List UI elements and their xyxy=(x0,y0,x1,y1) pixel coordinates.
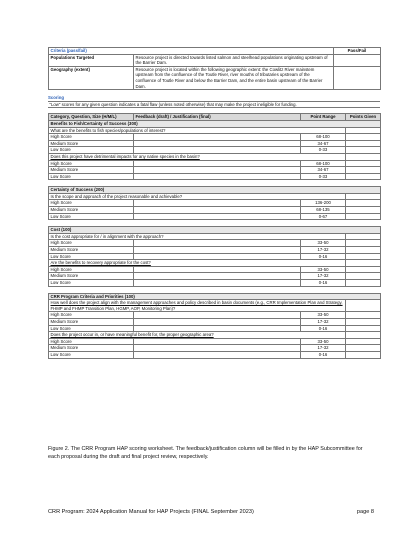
point-range: 17-32 xyxy=(301,345,346,352)
score-level: High Score xyxy=(49,200,134,207)
point-range: 33-50 xyxy=(301,338,346,345)
criteria-row xyxy=(49,66,381,89)
points-given-cell xyxy=(346,140,381,147)
pass-fail-header: Pass/Fail xyxy=(334,48,381,55)
feedback-cell xyxy=(134,325,301,332)
point-range: 0-67 xyxy=(301,213,346,220)
page-number: page 8 xyxy=(356,509,374,515)
score-level: Medium Score xyxy=(49,207,134,214)
criteria-header: Criteria (pass/fail) xyxy=(49,48,334,55)
pass-fail-cell xyxy=(334,66,381,89)
score-row xyxy=(49,167,381,174)
criteria-label: Geography (extent) xyxy=(49,66,134,89)
section-title: Cost (100) xyxy=(49,227,381,234)
point-range: 34-67 xyxy=(301,167,346,174)
feedback-cell xyxy=(134,200,301,207)
score-row xyxy=(49,173,381,180)
feedback-cell xyxy=(134,351,301,358)
figure-caption: Figure 2. The CRR Program HAP scoring worksheet. The feedback/justification column will be filled in by the HAP Subcommittee for each proposal during the draft and final project review, respectively. xyxy=(48,446,363,460)
points-given-cell xyxy=(346,351,381,358)
question-text: Are the benefits to recovery appropriate for the cost? xyxy=(49,260,346,267)
point-range: 0-16 xyxy=(301,253,346,260)
feedback-cell xyxy=(134,345,301,352)
criteria-text: Resource project is directed towards listed salmon and steelhead populations originating upstream of the Barrier Dam. xyxy=(134,54,334,66)
point-range: 0-33 xyxy=(301,147,346,154)
points-given-cell xyxy=(346,240,381,247)
scoring-worksheet-table xyxy=(48,113,381,358)
feedback-cell xyxy=(134,160,301,167)
points-given-cell xyxy=(346,273,381,280)
point-range: 0-16 xyxy=(301,280,346,287)
score-row xyxy=(49,160,381,167)
points-given-cell xyxy=(346,233,381,240)
score-row xyxy=(49,312,381,319)
feedback-cell xyxy=(134,253,301,260)
feedback-cell xyxy=(134,338,301,345)
score-row xyxy=(49,134,381,141)
score-level: High Score xyxy=(49,160,134,167)
points-given-cell xyxy=(346,253,381,260)
points-given-cell xyxy=(346,280,381,287)
points-given-cell xyxy=(346,160,381,167)
point-range: 68-100 xyxy=(301,160,346,167)
score-level: Low Score xyxy=(49,253,134,260)
score-row xyxy=(49,147,381,154)
feedback-cell xyxy=(134,213,301,220)
points-given-cell xyxy=(346,200,381,207)
score-row xyxy=(49,345,381,352)
point-range: 0-16 xyxy=(301,325,346,332)
column-header: Points Given xyxy=(346,114,381,121)
points-given-cell xyxy=(346,332,381,339)
criteria-text: Resource project is located within the following geographic extent: the Cowlitz River mainstem upstream from the confluence of the Toutle River, river mouths of tributaries upstream of the confluence of Toutle River and below the Barrier Dam, and the entire basin upstream of the Barrier Dam. xyxy=(134,66,334,89)
feedback-cell xyxy=(134,312,301,319)
question-text: What are the benefits to fish species/populations of interest? xyxy=(49,127,346,134)
points-given-cell xyxy=(346,147,381,154)
column-header: Point Range xyxy=(301,114,346,121)
section-spacer xyxy=(49,286,381,293)
score-level: Low Score xyxy=(49,173,134,180)
score-row xyxy=(49,213,381,220)
score-level: Low Score xyxy=(49,213,134,220)
section-title: Certainty of Success (200) xyxy=(49,187,381,194)
point-range: 0-16 xyxy=(301,351,346,358)
section-title: CRR Program Criteria and Priorities (100) xyxy=(49,293,381,300)
score-level: Low Score xyxy=(49,325,134,332)
points-given-cell xyxy=(346,338,381,345)
feedback-cell xyxy=(134,240,301,247)
feedback-cell xyxy=(134,167,301,174)
criteria-row xyxy=(49,54,381,66)
feedback-cell xyxy=(134,147,301,154)
score-level: Medium Score xyxy=(49,140,134,147)
point-range: 0-33 xyxy=(301,173,346,180)
feedback-cell xyxy=(134,273,301,280)
score-row xyxy=(49,318,381,325)
points-given-cell xyxy=(346,325,381,332)
score-row xyxy=(49,200,381,207)
section-title-row xyxy=(49,227,381,234)
feedback-cell xyxy=(134,318,301,325)
feedback-cell xyxy=(134,173,301,180)
question-text: Is the cost appropriate for / in alignment with the approach? xyxy=(49,233,346,240)
feedback-cell xyxy=(134,247,301,254)
score-row xyxy=(49,240,381,247)
points-given-cell xyxy=(346,207,381,214)
score-row xyxy=(49,247,381,254)
score-level: Low Score xyxy=(49,351,134,358)
points-given-cell xyxy=(346,127,381,134)
score-row xyxy=(49,266,381,273)
points-given-cell xyxy=(346,213,381,220)
section-spacer xyxy=(49,220,381,227)
points-given-cell xyxy=(346,134,381,141)
points-given-cell xyxy=(346,312,381,319)
question-text: Is the scope and approach of the project reasonable and achievable? xyxy=(49,193,346,200)
score-level: Medium Score xyxy=(49,273,134,280)
points-given-cell xyxy=(346,173,381,180)
pass-fail-cell xyxy=(334,54,381,66)
score-level: Medium Score xyxy=(49,247,134,254)
question-row xyxy=(49,332,381,339)
score-level: High Score xyxy=(49,266,134,273)
point-range: 34-67 xyxy=(301,140,346,147)
question-row xyxy=(49,300,381,312)
point-range: 17-32 xyxy=(301,318,346,325)
point-range: 33-50 xyxy=(301,240,346,247)
question-row xyxy=(49,127,381,134)
question-row xyxy=(49,260,381,267)
score-level: Low Score xyxy=(49,147,134,154)
points-given-cell xyxy=(346,153,381,160)
question-text: How well does the project align with the management approaches and policy described in basin documents (e.g., CRR Implementation Plan and Strategy, FHMP and FHMP Transition Plan, HGMP, AOP, Monitoring Plan)? xyxy=(49,300,346,312)
score-row xyxy=(49,280,381,287)
score-level: Medium Score xyxy=(49,318,134,325)
feedback-cell xyxy=(134,207,301,214)
points-given-cell xyxy=(346,300,381,312)
question-row xyxy=(49,193,381,200)
scoring-text: "Low" scores for any given question indicates a fatal flaw (unless noted otherwise) that may make the project ineligible for funding. xyxy=(48,101,380,109)
points-given-cell xyxy=(346,345,381,352)
points-given-cell xyxy=(346,193,381,200)
score-level: Medium Score xyxy=(49,167,134,174)
criteria-table xyxy=(48,47,381,90)
score-row xyxy=(49,253,381,260)
point-range: 68-135 xyxy=(301,207,346,214)
feedback-cell xyxy=(134,140,301,147)
question-text: Does the project occur in, or have meaningful benefit for, the proper geographic area? xyxy=(49,332,346,339)
score-level: High Score xyxy=(49,312,134,319)
point-range: 33-50 xyxy=(301,266,346,273)
feedback-cell xyxy=(134,266,301,273)
section-spacer xyxy=(49,180,381,187)
section-title-row xyxy=(49,120,381,127)
points-given-cell xyxy=(346,260,381,267)
question-row xyxy=(49,153,381,160)
section-title-row xyxy=(49,293,381,300)
point-range: 17-32 xyxy=(301,247,346,254)
point-range: 136-200 xyxy=(301,200,346,207)
point-range: 17-32 xyxy=(301,273,346,280)
section-title: Benefits to Fish/Certainty of Success (300) xyxy=(49,120,381,127)
question-text: Does this project have detrimental impacts for any native species in the basin? xyxy=(49,153,346,160)
points-given-cell xyxy=(346,167,381,174)
point-range: 33-50 xyxy=(301,312,346,319)
points-given-cell xyxy=(346,266,381,273)
section-title-row xyxy=(49,187,381,194)
criteria-label: Populations Targeted xyxy=(49,54,134,66)
score-row xyxy=(49,338,381,345)
score-row xyxy=(49,273,381,280)
points-given-cell xyxy=(346,247,381,254)
points-given-cell xyxy=(346,318,381,325)
score-row xyxy=(49,351,381,358)
question-row xyxy=(49,233,381,240)
document-page xyxy=(48,47,380,359)
table-header-row xyxy=(49,114,381,121)
column-header: Category, Question, Size (H/M/L) xyxy=(49,114,134,121)
score-level: Medium Score xyxy=(49,345,134,352)
score-row xyxy=(49,325,381,332)
score-level: High Score xyxy=(49,338,134,345)
page-footer xyxy=(48,509,374,515)
footer-title: CRR Program: 2024 Application Manual for HAP Projects (FINAL September 2023) xyxy=(48,509,254,515)
score-level: Low Score xyxy=(49,280,134,287)
scoring-title: Scoring xyxy=(48,95,64,101)
column-header: Feedback (draft) / Justification (final) xyxy=(134,114,301,121)
score-level: High Score xyxy=(49,240,134,247)
score-row xyxy=(49,207,381,214)
score-level: High Score xyxy=(49,134,134,141)
point-range: 68-100 xyxy=(301,134,346,141)
feedback-cell xyxy=(134,134,301,141)
score-row xyxy=(49,140,381,147)
feedback-cell xyxy=(134,280,301,287)
